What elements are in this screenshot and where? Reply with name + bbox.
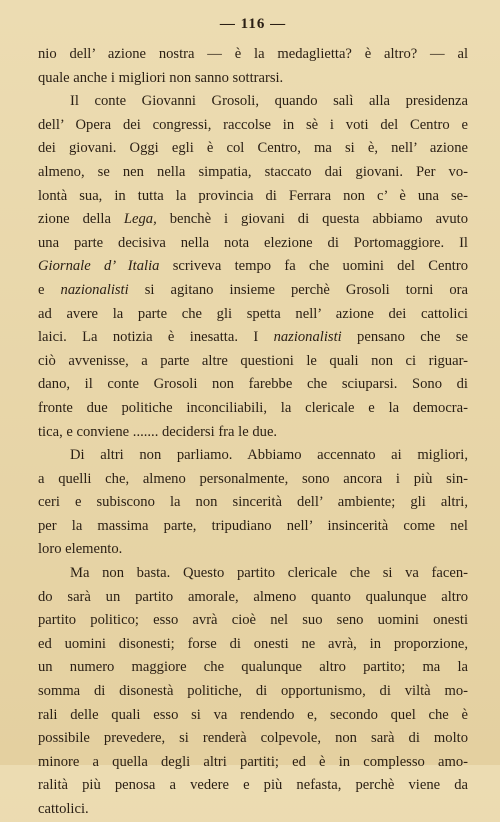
text-line: minore a quella degli altri partiti; ed è in complesso amo- xyxy=(38,753,468,770)
text-line: un numero maggiore che qualunque altro partito; ma la xyxy=(38,659,468,676)
text-line: fronte due politiche inconciliabili, la clericale e la democra- xyxy=(38,399,468,416)
italic-term: Lega, xyxy=(123,211,157,228)
paragraph xyxy=(38,43,468,90)
italic-term: nazionalisti xyxy=(60,281,129,298)
paragraph xyxy=(38,562,468,822)
text-line: nio dell’ azione nostra — è la medaglietta? è altro? — al xyxy=(38,46,468,62)
text-line: dei giovani. Oggi egli è col Centro, ma si è, nell’ azione xyxy=(38,140,468,157)
text-line: cattolici. xyxy=(38,801,89,817)
text-line: do sarà un partito amorale, almeno quanto qualunque altro xyxy=(38,588,468,605)
text-line: ed uomini disonesti; forse di onesti ne avrà, in proporzione, xyxy=(38,635,468,652)
paragraph xyxy=(38,90,468,444)
text-line: possibile prevedere, si renderà colpevole, non sarà di molto xyxy=(38,730,468,747)
text-line: Il conte Giovanni Grosoli, quando salì alla presidenza xyxy=(70,93,468,110)
text-line: almeno, se nen nella simpatia, staccato dai giovani. Per vo- xyxy=(38,163,468,180)
text-line: una parte decisiva nella nota elezione di Portomaggiore. Il xyxy=(38,234,468,251)
italic-term: nazionalisti xyxy=(273,329,342,346)
text-line: e nazionalisti si agitano insieme perchè Grosoli torni ora xyxy=(38,281,468,298)
text-line: laici. La notizia è inesatta. I nazionalisti pensano che se xyxy=(38,329,468,346)
text-line: Giornale d’ Italia scriveva tempo fa che uomini del Centro xyxy=(38,258,468,275)
text-line: per la massima parte, tripudiano nell’ insincerità come nel xyxy=(38,517,468,534)
text-line: lontà sua, in tutta la provincia di Ferrara non c’ è una se- xyxy=(38,187,468,204)
text-line: dano, il conte Grosoli non farebbe che sciuparsi. Sono di xyxy=(38,376,468,393)
body-text xyxy=(38,43,468,822)
paragraph xyxy=(38,444,468,562)
text-line: Di altri non parliamo. Abbiamo accennato ai migliori, xyxy=(70,447,468,464)
text-line: ad avere la parte che gli spetta nell’ azione dei cattolici xyxy=(38,305,468,322)
text-line: partito politico; esso avrà cioè nel suo seno uomini onesti xyxy=(38,612,468,629)
text-line: quale anche i migliori non sanno sottrarsi. xyxy=(38,69,284,86)
text-line: ceri e subiscono la non sincerità dell’ ambiente; gli altri, xyxy=(38,494,468,511)
text-line: tica, e conviene ....... decidersi fra le due. xyxy=(38,423,278,440)
text-line: a quelli che, almeno personalmente, sono ancora i più sin- xyxy=(38,470,468,487)
text-line: somma di disonestà politiche, di opportunismo, di viltà mo- xyxy=(38,683,468,700)
text-line: Ma non basta. Questo partito clericale che si va facen- xyxy=(70,565,468,582)
text-line: zione della Lega, benchè i giovani di questa abbiamo avuto xyxy=(38,211,468,228)
text-line: loro elemento. xyxy=(38,541,123,558)
text-line: ralità più penosa a vedere e più nefasta, perchè viene da xyxy=(38,777,468,794)
text-line: dell’ Opera dei congressi, raccolse in sè i voti del Centro e xyxy=(38,116,468,133)
text-line: rali delle quali esso si va rendendo e, secondo quel che è xyxy=(38,706,468,723)
page-number: — 116 — xyxy=(219,16,287,32)
italic-term: Giornale d’ Italia xyxy=(38,258,160,275)
text-line: ciò avvenisse, a parte altre questioni le quali non ci riguar- xyxy=(38,352,468,369)
